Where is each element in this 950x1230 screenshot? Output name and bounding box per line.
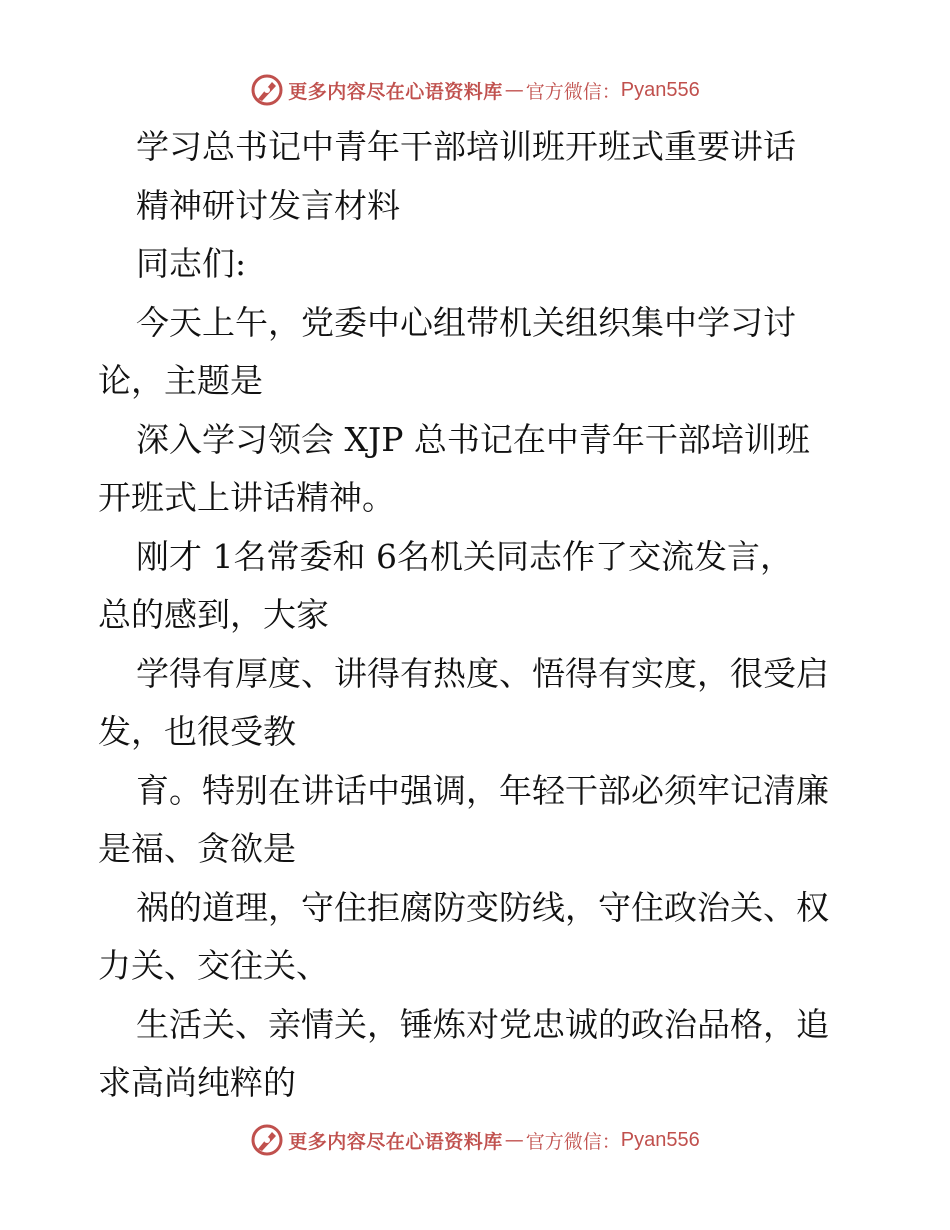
paragraph-line: 学得有厚度、讲得有热度、悟得有实度，很受启 [136, 653, 829, 693]
banner-dash: — [504, 1129, 524, 1151]
paragraph-line: 求高尚纯粹的 [98, 1063, 296, 1102]
paragraph-line: 发，也很受教 [98, 712, 296, 751]
banner-text: 更多内容尽在心语资料库 [288, 80, 503, 103]
footer-banner [0, 1120, 950, 1160]
paragraph-line: 育。特别在讲话中强调，年轻干部必须牢记清廉 [136, 770, 829, 810]
paragraph-line: 今天上午，党委中心组带机关组织集中学习讨 [136, 302, 796, 342]
paragraph-line: 生活关、亲情关，锤炼对党忠诚的政治品格，追 [136, 1004, 829, 1044]
banner-text: 更多内容尽在心语资料库 [288, 1130, 503, 1153]
paragraph-line: 深入学习领会 XJP 总书记在中青年干部培训班 [136, 419, 810, 459]
paragraph-line: 刚才 1名常委和 6名机关同志作了交流发言， [136, 536, 793, 576]
header-banner [0, 70, 950, 110]
banner-dash: — [504, 79, 524, 101]
paragraph-line: 是福、贪欲是 [98, 829, 296, 868]
paragraph-line: 力关、交往关、 [98, 946, 329, 985]
paragraph-line: 论，主题是 [98, 361, 263, 400]
wechat-id: Pyan556 [620, 1128, 700, 1151]
pen-logo-icon [250, 73, 284, 107]
title-line-1: 学习总书记中青年干部培训班开班式重要讲话 [136, 127, 796, 166]
title-line-2: 精神研讨发言材料 [136, 185, 400, 225]
document-body [98, 118, 868, 1113]
wechat-label: 官方微信： [525, 1130, 621, 1153]
paragraph-line: 祸的道理，守住拒腐防变防线，守住政治关、权 [136, 887, 829, 927]
paragraph-line: 总的感到，大家 [98, 595, 329, 634]
salutation: 同志们: [136, 244, 247, 283]
wechat-label: 官方微信： [525, 80, 621, 103]
paragraph-line: 开班式上讲话精神。 [98, 478, 395, 517]
pen-logo-icon [250, 1123, 284, 1157]
wechat-id: Pyan556 [620, 78, 700, 101]
